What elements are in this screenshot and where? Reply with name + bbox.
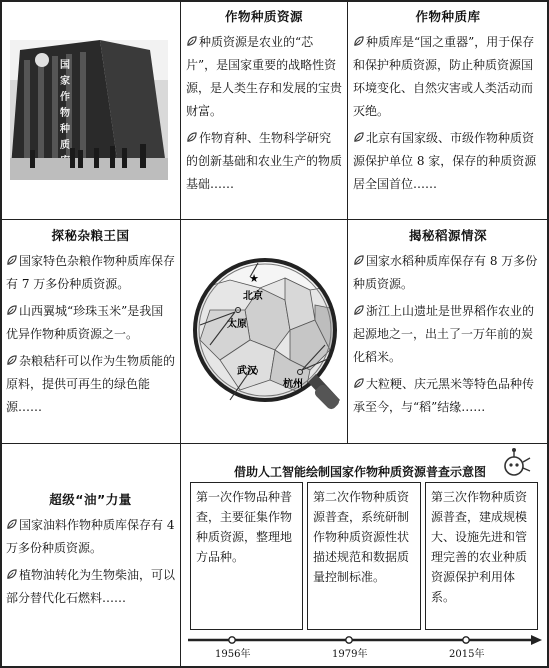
emblem-icon [35,53,49,67]
timeline-node-1979 [346,637,352,643]
paragraph: 国家油料作物种质库保存有 4 万多份种质资源。 [6,518,175,555]
year-label-1956: 1956年 [215,649,251,660]
china-map-magnifier [190,250,350,430]
paragraph: 种质资源是农业的“芯片”，是国家重要的战略性资源，是人类生存和发展的宝贵财富。 [186,35,343,118]
paragraph: 国家特色杂粮作物种质库保存有 7 万多份种质资源。 [6,254,176,291]
leaf-icon [353,255,364,266]
paragraph: 国家水稻种质库保存有 8 万多份种质资源。 [353,254,538,291]
section-gene-bank [349,2,547,218]
section-rice-origins [349,221,547,442]
section-title: 作物种质库 [415,9,481,24]
paragraph: 山西翼城“珍珠玉米”是我国优异作物种质资源之一。 [6,304,164,341]
paragraph: 北京有国家级、市级作物种质资源保护单位 8 家，保存的种质资源居全国首位…… [353,131,537,191]
building-image [10,40,168,180]
leaf-icon [186,36,197,47]
timeline-title: 借助人工智能绘制国家作物种质资源普查示意图 [233,465,486,479]
section-title: 作物种质资源 [224,9,303,24]
row-divider-1 [0,219,549,220]
census-box-1: 第一次作物品种普查，主要征集作物种质资源，整理地方品种。 [190,482,303,630]
leaf-icon [353,305,364,316]
census-box-2: 第二次作物种质资源普查，系统研制作物种质资源性状描述规范和数据质量控制标准。 [307,482,421,630]
section-oil-crops [2,485,179,665]
section-coarse-grains [2,221,179,442]
section-title: 探秘杂粮王国 [51,228,130,243]
section-title: 超级“油”力量 [49,492,132,507]
year-label-1979: 1979年 [332,649,368,660]
paragraph: 植物油转化为生物柴油，可以部分替代化石燃料…… [6,568,176,605]
map-label-beijing: 北京 [243,291,263,302]
map-label-wuhan: 武汉 [237,366,257,377]
svg-text:作: 作 [60,92,70,103]
section-crop-germplasm [182,2,346,218]
map-label-hangzhou: 杭州 [283,379,303,390]
leaf-icon [6,255,17,266]
beijing-star-icon: ★ [249,272,259,285]
gene-bank-building-photo [10,40,168,180]
census-box-3: 第三次作物种质资源普查，建成规模大、设施先进和管理完善的农业种质资源保护利用体系。 [425,482,538,630]
row-divider-2 [0,443,549,444]
timeline-node-2015 [463,637,469,643]
border-bottom [0,666,549,668]
svg-text:国: 国 [60,60,70,71]
svg-text:家: 家 [60,76,70,87]
map-label-taiyuan: 太原 [227,319,247,330]
leaf-icon [6,305,17,316]
leaf-icon [186,132,197,143]
leaf-icon [353,132,364,143]
leaf-icon [353,378,364,389]
timeline-node-1956 [229,637,235,643]
svg-text:质: 质 [60,140,70,151]
svg-text:物: 物 [60,108,70,119]
col-divider-1 [180,0,181,668]
paragraph: 种质库是“国之重器”，用于保存和保护种质资源，防止种质资源国环境变化、自然灾害或人类活动而灭绝。 [353,35,535,118]
magnifier-map-graphic [190,250,350,430]
svg-text:种: 种 [60,124,70,135]
paragraph: 大粒粳、庆元黑米等特色品种传承至今，与“稻”结缘…… [353,377,535,414]
robot-icon [500,446,536,480]
leaf-icon [6,355,17,366]
paragraph: 浙江上山遗址是世界稻作农业的起源地之一，出土了一万年前的炭化稻米。 [353,304,535,364]
leaf-icon [6,519,17,530]
timeline-arrow-icon [531,635,542,645]
paragraph: 杂粮秸秆可以作为生物质能的原料，提供可再生的绿色能源…… [6,354,176,414]
leaf-icon [353,36,364,47]
year-label-2015: 2015年 [449,649,485,660]
paragraph: 作物育种、生物科学研究的创新基础和农业生产的物质基础…… [186,131,343,191]
leaf-icon [6,569,17,580]
section-title: 揭秘稻源情深 [408,228,487,243]
border-right [547,0,549,668]
